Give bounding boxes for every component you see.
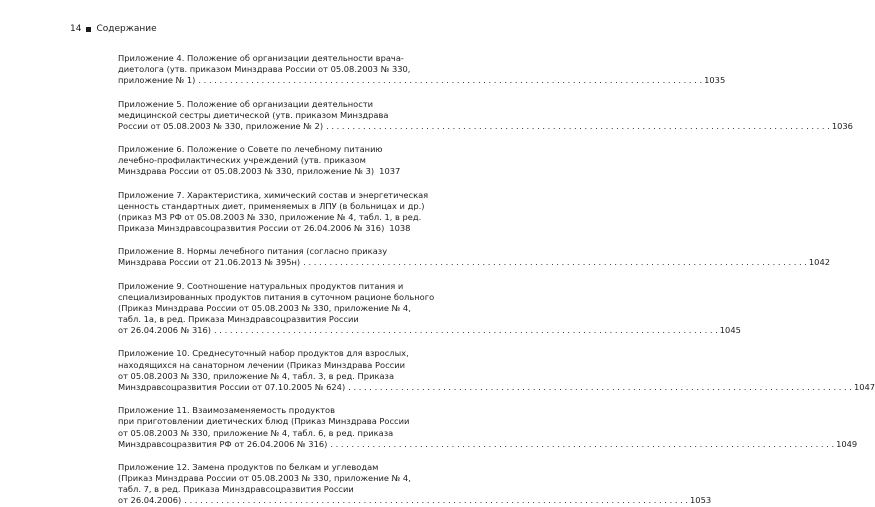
toc-entry[interactable] (118, 53, 726, 87)
toc-entry-line: Минздравсоцразвития РФ от 26.04.2006 № 316) (118, 438, 328, 449)
toc-entry-last-line (118, 438, 858, 450)
toc-entry[interactable] (118, 405, 858, 450)
toc-entry-line: Приложение 5. Положение об организации деятельности (118, 98, 374, 109)
toc-entry-line: Приложение 6. Положение о Совете по лечебному питанию (118, 144, 383, 154)
running-head (70, 24, 157, 34)
toc-entry[interactable] (118, 461, 712, 507)
page-number: 14 (70, 24, 82, 34)
toc-entry-line: (приказ МЗ РФ от 05.08.2003 № 330, приложение № 4, табл. 1, в ред. (118, 211, 422, 222)
toc-entry-line: Приказа Минздравсоцразвития России от 26.04.2006 № 316) (118, 223, 385, 234)
dot-leader (184, 495, 688, 506)
toc-entry-line: приложение № 1) (118, 75, 196, 86)
toc-entry-line: от 05.08.2003 № 330, приложение № 4, табл. 6, в ред. приказа (118, 427, 394, 438)
toc-entry[interactable] (118, 348, 875, 393)
toc-page-number: 1042 (808, 257, 831, 268)
toc-entry-line: находящихся на санаторном лечении (Приказ Минздрава России (118, 359, 406, 370)
toc-entry-last-line (118, 495, 712, 506)
toc-entry-line: лечебно-профилактических учреждений (утв. приказом (118, 155, 366, 166)
toc-entry-last-line (118, 257, 831, 268)
toc-entry-line: Минздравсоцразвития России от 07.10.2005 № 624) (118, 382, 346, 393)
toc-entry-line: медицинской сестры диетической (утв. приказом Минздрава (118, 109, 389, 120)
toc-entry-line: от 26.04.2006) (118, 495, 182, 506)
toc-entry[interactable] (118, 144, 401, 178)
toc-entry-last-line (118, 325, 741, 336)
toc-entry-line: от 05.08.2003 № 330, приложение № 4, табл. 3, в ред. Приказа (118, 370, 395, 381)
toc-entry-line: Приложение 4. Положение об организации деятельности врача- (118, 53, 404, 63)
toc-page-number: 1038 (389, 223, 411, 234)
toc-entry[interactable] (118, 98, 853, 133)
dot-leader (330, 439, 834, 450)
toc-page-number: 1037 (379, 166, 401, 177)
toc-entry[interactable] (118, 280, 741, 337)
toc-entry-last-line (118, 120, 853, 132)
toc-entry-line: Приложение 9. Соотношение натуральных продуктов питания и (118, 280, 404, 291)
toc-entry-line: (Приказ Минздрава России от 05.08.2003 № 330, приложение № 4, (118, 473, 411, 484)
square-bullet-icon (86, 27, 91, 32)
toc-entry-line: табл. 1а, в ред. Приказа Минздравсоцразвития России (118, 314, 359, 325)
toc-entry-line: Минздрава России от 21.06.2013 № 395н) (118, 257, 301, 268)
toc-entry-line: при приготовлении диетических блюд (Приказ Минздрава России (118, 416, 410, 427)
toc-page-number: 1035 (704, 75, 726, 86)
toc-page-number: 1045 (719, 325, 741, 336)
toc-entry-line: от 26.04.2006 № 316) (118, 325, 212, 336)
dot-leader (214, 325, 718, 336)
toc-entry-line: ценность стандартных диет, применяемых в ЛПУ (в больницах и др.) (118, 200, 425, 211)
toc-entry-line: России от 05.08.2003 № 330, приложение № 2) (118, 120, 324, 131)
toc-entry[interactable] (118, 189, 429, 235)
toc-entry-line: Приложение 8. Нормы лечебного питания (согласно приказу (118, 246, 388, 257)
toc-page-number: 1036 (831, 120, 853, 131)
dot-leader (348, 382, 852, 393)
toc-entry-last-line (118, 75, 726, 86)
toc-entry-last-line (118, 223, 411, 234)
toc-entry-line: Приложение 12. Замена продуктов по белкам и углеводам (118, 461, 379, 472)
toc-entry-line: Приложение 7. Характеристика, химический состав и энергетическая (118, 189, 429, 200)
dot-leader (198, 75, 702, 86)
toc-entry-line: Минздрава России от 05.08.2003 № 330, приложение № 3) (118, 166, 375, 177)
toc-entry-last-line (118, 166, 401, 177)
toc-entry-last-line (118, 382, 875, 393)
toc-entry[interactable] (118, 246, 831, 268)
toc-entry-line: диетолога (утв. приказом Минздрава России от 05.08.2003 № 330, (118, 64, 411, 75)
toc-page-number: 1049 (836, 438, 858, 449)
dot-leader (326, 121, 830, 132)
toc-entry-line: специализированных продуктов питания в суточном рационе больного (118, 291, 435, 302)
toc-page-number: 1047 (853, 382, 875, 393)
toc-entry-line: (Приказ Минздрава России от 05.08.2003 № 330, приложение № 4, (118, 302, 411, 313)
toc-page-number: 1053 (690, 495, 712, 506)
dot-leader (303, 257, 807, 268)
toc-entry-line: Приложение 11. Взаимозаменяемость продуктов (118, 405, 336, 416)
toc-entry-line: табл. 7, в ред. Приказа Минздравсоцразвития России (118, 484, 354, 495)
table-of-contents (118, 53, 875, 507)
toc-entry-line: Приложение 10. Среднесуточный набор продуктов для взрослых, (118, 348, 409, 359)
section-title: Содержание (96, 24, 157, 34)
